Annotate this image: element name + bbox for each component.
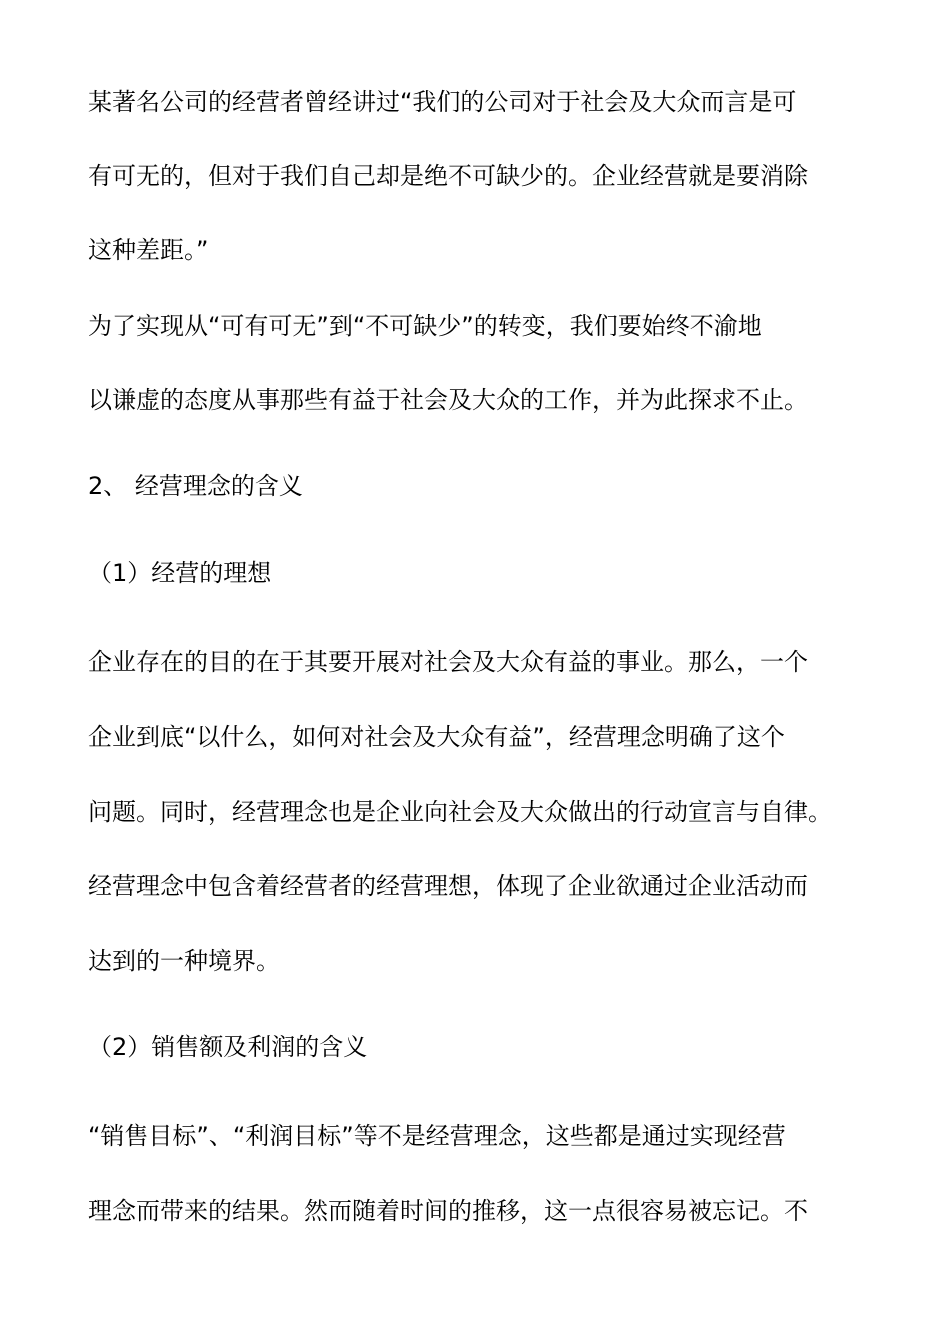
paragraph-line: 问题。同时，经营理念也是企业向社会及大众做出的行动宣言与自律。	[88, 798, 832, 826]
paragraph-line: 经营理念中包含着经营者的经营理想，体现了企业欲通过企业活动而	[88, 872, 808, 900]
subsection-heading: （2）销售额及利润的含义	[88, 1033, 368, 1061]
paragraph-line: 这种差距。”	[88, 236, 209, 264]
paragraph-line: 为了实现从“可有可无”到“不可缺少”的转变，我们要始终不渝地	[88, 312, 762, 340]
paragraph-line: 企业到底“以什么，如何对社会及大众有益”，经营理念明确了这个	[88, 723, 785, 751]
paragraph-line: 达到的一种境界。	[88, 947, 280, 975]
paragraph-line: 某著名公司的经营者曾经讲过“我们的公司对于社会及大众而言是可	[88, 88, 797, 116]
paragraph-line: 理念而带来的结果。然而随着时间的推移，这一点很容易被忘记。不	[88, 1197, 808, 1225]
paragraph-line: 有可无的，但对于我们自己却是绝不可缺少的。企业经营就是要消除	[88, 162, 808, 190]
subsection-heading: （1）经营的理想	[88, 559, 272, 587]
section-heading: 2、 经营理念的含义	[88, 472, 303, 500]
paragraph-line: 企业存在的目的在于其要开展对社会及大众有益的事业。那么，一个	[88, 648, 808, 676]
paragraph-line: “销售目标”、“利润目标”等不是经营理念，这些都是通过实现经营	[88, 1122, 786, 1150]
paragraph-line: 以谦虚的态度从事那些有益于社会及大众的工作，并为此探求不止。	[88, 386, 808, 414]
